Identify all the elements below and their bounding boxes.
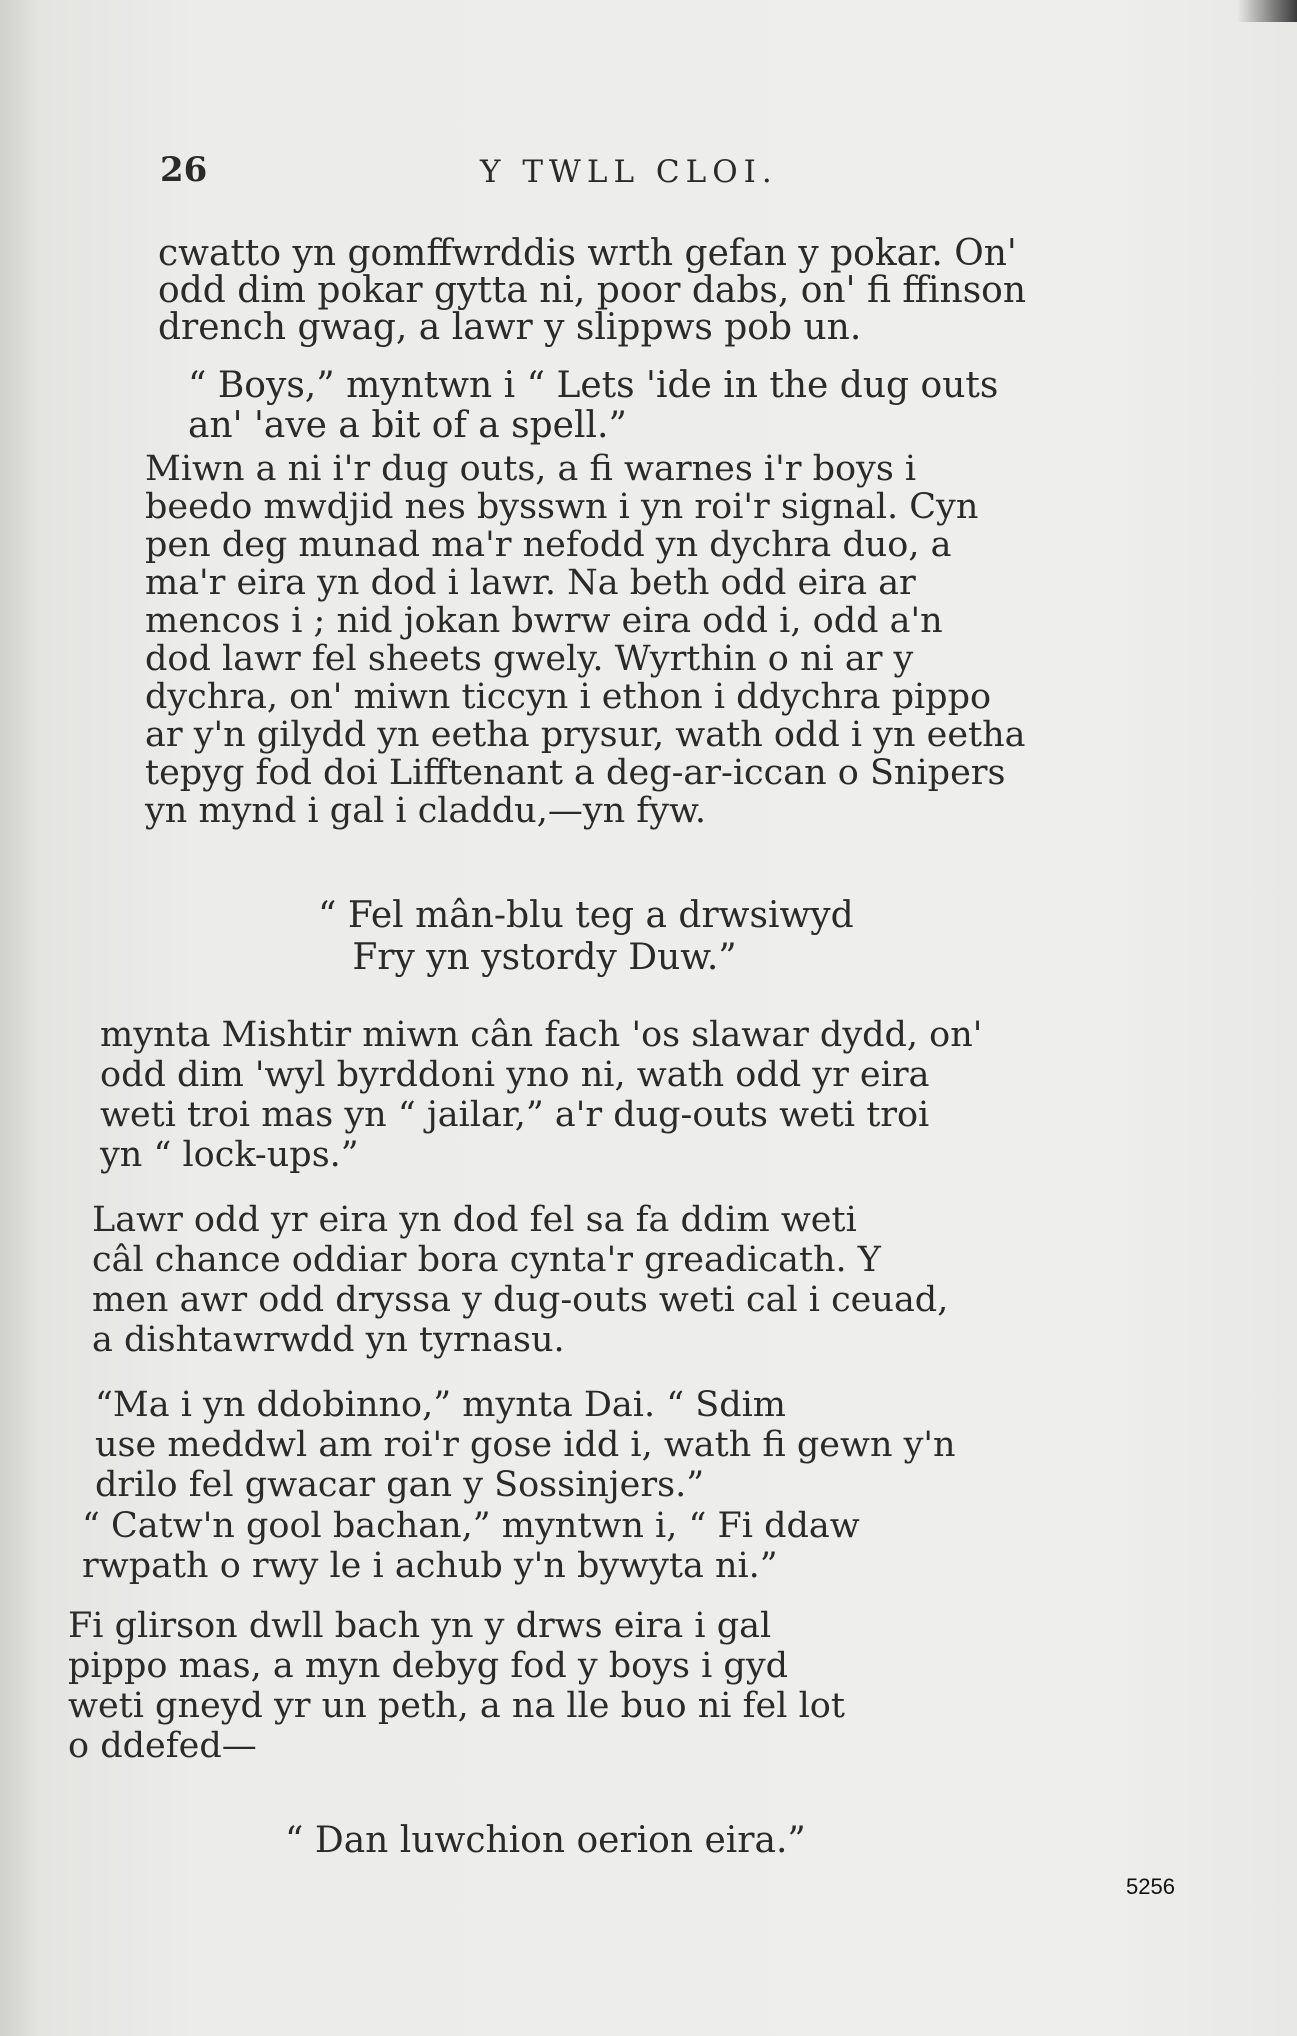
paragraph-1: cwatto yn gomffwrddis wrth gefan y pokar. On' odd dim pokar gytta ni, poor dabs, on' fi ffinson drench gwag, a lawr y slippws pob un. (158, 233, 1027, 348)
paragraph-5: Lawr odd yr eira yn dod fel sa fa ddim weti câl chance oddiar bora cynta'r greadicath. Y men awr odd dryssa y dug-outs weti cal i ceuad, a dishtawrwdd yn tyrnasu. (92, 1200, 949, 1360)
page-edge-shadow (1237, 0, 1297, 22)
page-header (160, 150, 1160, 210)
paragraph-7: “ Catw'n gool bachan,” myntwn i, “ Fi ddaw rwpath o rwy le i achub y'n bywyta ni.” (82, 1506, 860, 1586)
running-head: Y TWLL CLOI. (480, 154, 778, 190)
verse-quote-2: “ Dan luwchion oerion eira.” (285, 1820, 806, 1861)
catalog-number: 5256 (1126, 1874, 1175, 1899)
paragraph-4: mynta Mishtir miwn cân fach 'os slawar dydd, on' odd dim 'wyl byrddoni yno ni, wath odd yr eira weti troi mas yn “ jailar,” a'r dug-outs weti troi yn “ lock-ups.” (100, 1015, 983, 1175)
paragraph-2: “ Boys,” myntwn i “ Lets 'ide in the dug outs an' 'ave a bit of a spell.” (188, 365, 999, 446)
verse-quote-1: “ Fel mân-blu teg a drwsiwyd Fry yn ystordy Duw.” (318, 895, 854, 978)
paragraph-8: Fi glirson dwll bach yn y drws eira i gal pippo mas, a myn debyg fod y boys i gyd weti gneyd yr un peth, a na lle buo ni fel lot o ddefed— (68, 1606, 845, 1766)
paragraph-6: “Ma i yn ddobinno,” mynta Dai. “ Sdim use meddwl am roi'r gose idd i, wath fi gewn y'n drilo fel gwacar gan y Sossinjers.” (95, 1385, 956, 1505)
paragraph-3: Miwn a ni i'r dug outs, a fi warnes i'r boys i beedo mwdjid nes bysswn i yn roi'r signal. Cyn pen deg munad ma'r nefodd yn dychra duo, a ma'r eira yn dod i lawr. Na beth odd eira ar mencos i ; nid jokan bwrw eira odd i, odd a'n dod lawr fel sheets gwely. Wyrthin o ni ar y dychra, on' miwn ticcyn i ethon i ddychra pippo ar y'n gilydd yn eetha prysur, wath odd i yn eetha tepyg fod doi Lifftenant a deg-ar-iccan o Snipers yn mynd i gal i claddu,—yn fyw. (145, 449, 1026, 831)
page-number: 26 (160, 150, 208, 190)
